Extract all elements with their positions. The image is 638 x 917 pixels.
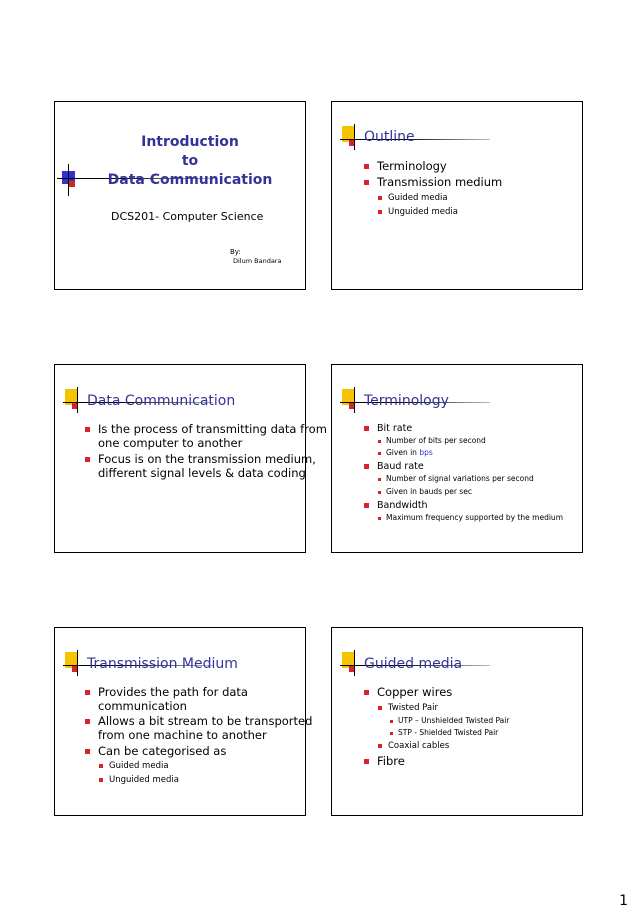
sub-list-item: Unguided media: [378, 206, 458, 219]
sub-list-item: Coaxial cables: [378, 740, 449, 753]
list-item: Bit rate: [364, 422, 412, 435]
list-item: Fibre: [364, 754, 405, 769]
sub-list-item: Guided media: [99, 760, 169, 773]
sub-list-item: Guided media: [378, 192, 448, 205]
page-number: 1: [619, 893, 628, 909]
list-item: Provides the path for data: [85, 685, 248, 700]
list-item: Transmission medium: [364, 175, 502, 190]
sub-list-item: Number of signal variations per second: [378, 473, 534, 485]
sub-sub-list-item: UTP – Unshielded Twisted Pair: [390, 715, 509, 727]
slide-title: Outline: [364, 129, 415, 145]
sub-list-item: Given in bps: [378, 447, 433, 459]
bps-highlight: bps: [419, 448, 433, 457]
sub-list-item: Number of bits per second: [378, 435, 486, 447]
list-item-continuation: communication: [98, 699, 187, 713]
list-item: Bandwidth: [364, 499, 428, 512]
slide-title: Terminology: [364, 393, 449, 409]
slide-title: Transmission Medium: [87, 656, 238, 672]
list-item-continuation: different signal levels & data coding: [98, 466, 306, 480]
sub-sub-list-item: STP - Shielded Twisted Pair: [390, 727, 498, 739]
slide-title: Data Communication: [87, 393, 236, 409]
list-item: Baud rate: [364, 460, 424, 473]
list-item-continuation: one computer to another: [98, 436, 243, 450]
list-item: Can be categorised as: [85, 744, 226, 759]
list-item: Focus is on the transmission medium,: [85, 452, 316, 467]
by-label: By:: [230, 248, 241, 256]
slide-5: [54, 627, 313, 816]
list-item-continuation: from one machine to another: [98, 728, 267, 742]
slide-1: [54, 101, 306, 290]
title-line-2: to: [181, 153, 199, 169]
list-item: Is the process of transmitting data from: [85, 422, 327, 437]
slide-title: Guided media: [364, 656, 463, 672]
title-line-3: Data Communication: [107, 172, 273, 188]
sub-list-item: Unguided media: [99, 774, 179, 787]
title-line-1: Introduction: [141, 134, 239, 150]
slide-6: [331, 627, 583, 816]
sub-list-item: Maximum frequency supported by the medium: [378, 512, 563, 524]
sub-list-item: Twisted Pair: [378, 702, 438, 715]
slide-3: [54, 364, 327, 553]
list-item: Copper wires: [364, 685, 452, 700]
sub-list-item: Given in bauds per sec: [378, 486, 472, 498]
list-item: Terminology: [364, 159, 447, 174]
course-subtitle: DCS201- Computer Science: [111, 210, 264, 223]
slide-4: [331, 364, 583, 553]
slide-2: [331, 101, 583, 290]
author-name: Dilum Bandara: [233, 257, 282, 265]
list-item: Allows a bit stream to be transported: [85, 714, 312, 729]
